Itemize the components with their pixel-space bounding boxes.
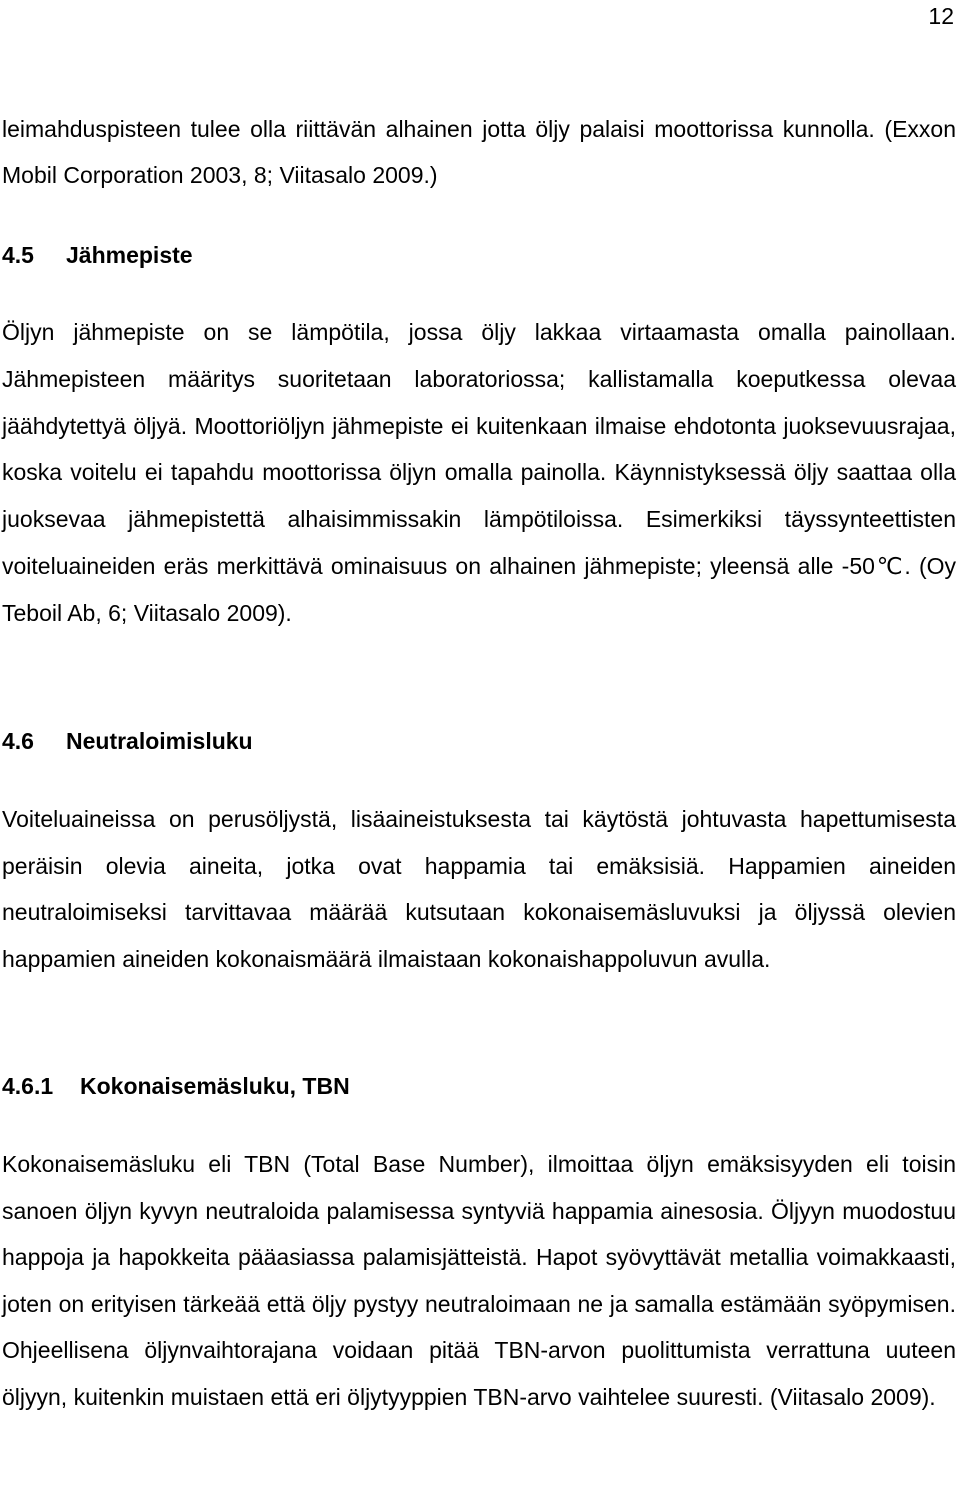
section-title: Kokonaisemäsluku, TBN bbox=[80, 1073, 350, 1099]
section-number: 4.5 bbox=[2, 242, 34, 268]
paragraph-intro: leimahduspisteen tulee olla riittävän alhainen jotta öljy palaisi moottorissa kunnolla. (Exxon Mobil Corporation 2003, 8; Viitasalo 2009.) bbox=[2, 116, 956, 188]
paragraph-tbn: Kokonaisemäsluku eli TBN (Total Base Number), ilmoittaa öljyn emäksisyyden eli toisin sanoen öljyn kyvyn neutraloida palamisessa syntyviä happamia ainesosia. Öljyyn muodostuu happoja ja hapokkeita pääasiassa palamisjätteistä. Hapot syövyttävät metallia voimakkaasti, joten on erityisen tärkeää että öljy pystyy neutraloimaan ne ja samalla estämään syöpymisen. Ohjeellisena öljynvaihtorajana voidaan pitää TBN-arvon puolittumista verrattuna uuteen öljyyn, kuitenkin muistaen että eri öljytyyppien TBN-arvo vaihtelee suuresti. (Viitasalo 2009). bbox=[2, 1151, 956, 1410]
section-title: Neutraloimisluku bbox=[66, 728, 253, 754]
section-title: Jähmepiste bbox=[66, 242, 193, 268]
paragraph-neutralization: Voiteluaineissa on perusöljystä, lisäaineistuksesta tai käytöstä johtuvasta hapettumisesta peräisin olevia aineita, jotka ovat happamia tai emäksisiä. Happamien aineiden neutraloimiseksi tarvittavaa määrää kutsutaan kokonaisemäsluvuksi ja öljyssä olevien happamien aineiden kokonaismäärä ilmaistaan kokonaishappoluvun avulla. bbox=[2, 806, 956, 972]
paragraph-pour-point: Öljyn jähmepiste on se lämpötila, jossa öljy lakkaa virtaamasta omalla painollaan. Jähmepisteen määritys suoritetaan laboratoriossa; kallistamalla koeputkessa olevaa jäähdytettyä öljyä. Moottoriöljyn jähmepiste ei kuitenkaan ilmaise ehdotonta juoksevuusrajaa, koska voitelu ei tapahdu moottorissa öljyn omalla painolla. Käynnistyksessä öljy saattaa olla juoksevaa jähmepistettä alhaisimmissakin lämpötiloissa. Esimerkiksi täyssynteettisten voiteluaineiden eräs merkittävä ominaisuus on alhainen jähmepiste; yleensä alle -50℃. (Oy Teboil Ab, 6; Viitasalo 2009). bbox=[2, 319, 956, 626]
subsection-heading-tbn bbox=[2, 1071, 956, 1101]
section-number: 4.6.1 bbox=[2, 1073, 54, 1099]
section-number: 4.6 bbox=[2, 728, 34, 754]
section-heading-neutralization bbox=[2, 726, 956, 756]
section-heading-pour-point bbox=[2, 240, 956, 270]
page-number: 12 bbox=[928, 3, 954, 29]
